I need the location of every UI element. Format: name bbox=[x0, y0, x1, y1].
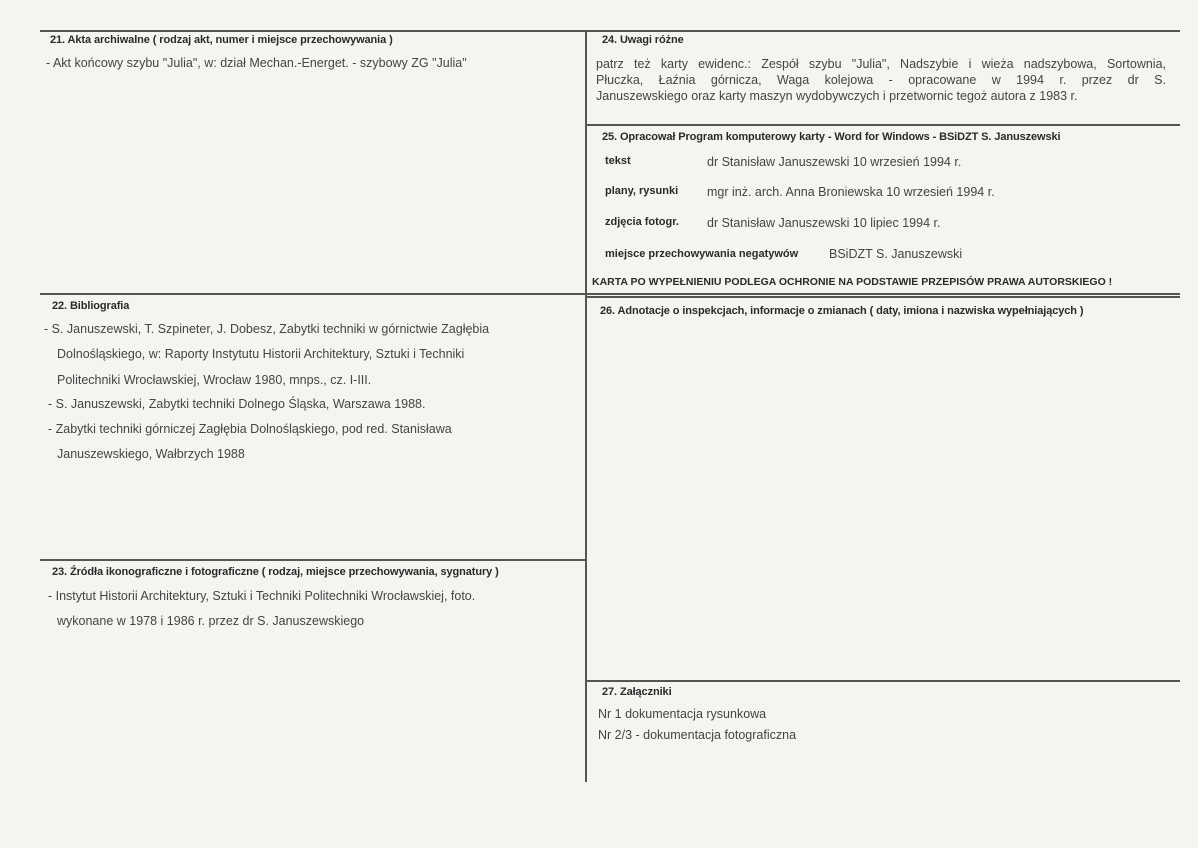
bibliography-line-3: Politechniki Wrocławskiej, Wrocław 1980, mnps., cz. I-III. bbox=[57, 373, 372, 387]
attachment-line-2: Nr 2/3 - dokumentacja fotograficzna bbox=[598, 728, 797, 742]
section-21-header: 21. Akta archiwalne ( rodzaj akt, numer i miejsce przechowywania ) bbox=[50, 34, 393, 46]
bibliography-line-1: - S. Januszewski, T. Szpineter, J. Dobesz, Zabytki techniki w górnictwie Zagłębia bbox=[44, 322, 490, 336]
photos-author-label: zdjęcia fotogr. bbox=[605, 216, 679, 228]
negatives-location-value: BSiDZT S. Januszewski bbox=[829, 247, 963, 261]
drawings-author-value: mgr inż. arch. Anna Broniewska 10 wrzesień 1994 r. bbox=[707, 185, 995, 199]
section-23-header: 23. Źródła ikonograficzne i fotograficzne ( rodzaj, miejsce przechowywania, sygnatury ) bbox=[52, 566, 499, 578]
remarks-line-3: Januszewskiego oraz karty maszyn wydobywczych i przetwornic tegoż autora z 1983 r. bbox=[596, 89, 1078, 103]
drawings-author-label: plany, rysunki bbox=[605, 185, 679, 197]
divider-after-25 bbox=[587, 296, 1180, 298]
sources-line-2: wykonane w 1978 i 1986 r. przez dr S. Januszewskiego bbox=[57, 614, 365, 628]
section-26-header: 26. Adnotacje o inspekcjach, informacje o zmianach ( daty, imiona i nazwiska wypełniających ) bbox=[600, 305, 1084, 317]
bibliography-line-4: - S. Januszewski, Zabytki techniki Dolnego Śląska, Warszawa 1988. bbox=[48, 397, 426, 411]
remarks-line-2: Płuczka, Łaźnia górnicza, Waga kolejowa - opracowane w 1994 r. przez dr S. bbox=[596, 73, 1166, 87]
bibliography-line-6: Januszewskiego, Wałbrzych 1988 bbox=[57, 447, 245, 461]
section-24-header: 24. Uwagi różne bbox=[602, 34, 684, 46]
section-22-header: 22. Bibliografia bbox=[52, 300, 130, 312]
sources-line-1: - Instytut Historii Architektury, Sztuki i Techniki Politechniki Wrocławskiej, foto. bbox=[48, 589, 476, 603]
bibliography-line-5: - Zabytki techniki górniczej Zagłębia Dolnośląskiego, pod red. Stanisława bbox=[48, 422, 452, 436]
remarks-line-1: patrz też karty ewidenc.: Zespół szybu "Julia", Nadszybie i wieża nadszybowa, Sortownia, bbox=[596, 57, 1166, 71]
column-divider bbox=[585, 30, 587, 782]
divider-after-24 bbox=[587, 124, 1180, 126]
copyright-notice: KARTA PO WYPEŁNIENIU PODLEGA OCHRONIE NA PODSTAWIE PRZEPISÓW PRAWA AUTORSKIEGO ! bbox=[592, 276, 1113, 288]
negatives-location-label: miejsce przechowywania negatywów bbox=[605, 248, 799, 260]
top-border-line bbox=[40, 30, 1180, 32]
photos-author-value: dr Stanisław Januszewski 10 lipiec 1994 r. bbox=[707, 216, 941, 230]
text-author-value: dr Stanisław Januszewski 10 wrzesień 1994 r. bbox=[707, 155, 962, 169]
section-27-header: 27. Załączniki bbox=[602, 686, 672, 698]
bibliography-line-2: Dolnośląskiego, w: Raporty Instytutu Historii Architektury, Sztuki i Techniki bbox=[57, 347, 465, 361]
section-25-header: 25. Opracował Program komputerowy karty - Word for Windows - BSiDZT S. Januszewski bbox=[602, 131, 1061, 143]
text-author-label: tekst bbox=[605, 155, 631, 167]
divider-after-26 bbox=[587, 680, 1180, 682]
attachment-line-1: Nr 1 dokumentacja rysunkowa bbox=[598, 707, 767, 721]
divider-after-22 bbox=[40, 559, 586, 561]
divider-after-21 bbox=[40, 293, 1180, 295]
section-21-line: - Akt końcowy szybu "Julia", w: dział Mechan.-Energet. - szybowy ZG "Julia" bbox=[46, 56, 467, 70]
